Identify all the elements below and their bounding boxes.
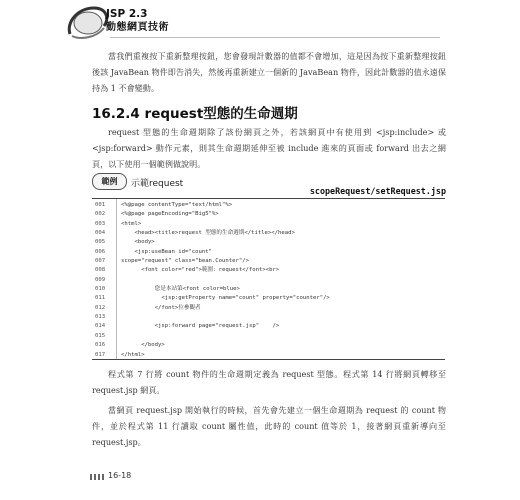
line-number: 001	[95, 202, 106, 208]
line-number: 004	[95, 230, 106, 237]
page-number: 16-18	[108, 471, 132, 480]
line-number: 005	[95, 239, 106, 246]
code-listing	[92, 198, 445, 360]
code-text: <jsp:forward page="request.jsp" />	[121, 323, 280, 330]
line-number: 002	[95, 211, 106, 218]
code-line	[92, 248, 445, 257]
line-number: 009	[95, 276, 106, 283]
line-number: 008	[95, 267, 106, 274]
code-line	[92, 276, 445, 285]
code-text: <%@page contentType="text/html"%>	[121, 202, 233, 208]
explanation-paragraph-1: 程式第 7 行將 count 物件的生命週期定義為 request 型態。程式第 14 行將網頁轉移至 request.jsp 網頁。	[92, 369, 446, 395]
code-line	[92, 332, 445, 341]
line-number: 003	[95, 220, 106, 227]
intro-paragraph: 當我們重複按下重新整理按鈕，您會發現計數器的值都不會增加，這是因為按下重新整理按鈕後該 JavaBean 物件即告消失，然後再重新建立一個新的 JavaBean 物件，因此計數器的值永遠保持為 1 不會變動。	[92, 51, 446, 93]
code-text: <head><title>request 型態的生命週期</title></head>	[121, 230, 295, 237]
line-number: 013	[95, 314, 106, 321]
section-number: 16.2.4	[92, 106, 140, 122]
line-number: 014	[95, 323, 106, 330]
code-text: 您是本站第<font color=blue>	[121, 286, 240, 293]
code-line	[92, 313, 445, 322]
code-text: <body>	[121, 239, 155, 246]
code-line	[92, 238, 445, 247]
explanation-paragraph-2: 當網頁 request.jsp 開始執行的時候，首先會先建立一個生命週期為 request 的 count 物件，並於程式第 11 行讀取 count 屬性值，此時的 count 值等於 1，接著網頁重新導向至 request.jsp。	[92, 405, 446, 447]
line-number: 006	[95, 248, 106, 255]
section-heading	[92, 102, 298, 122]
code-line	[92, 322, 445, 331]
code-line	[92, 266, 445, 275]
code-line	[92, 210, 445, 219]
line-number: 012	[95, 304, 106, 311]
code-text: </body>	[121, 342, 165, 349]
header-divider	[110, 37, 440, 38]
book-series-title: JSP 2.3	[106, 8, 148, 20]
code-text: scope="request" class="bean.Counter"/>	[121, 258, 249, 265]
line-number: 017	[95, 351, 106, 358]
example-badge: 範例	[92, 173, 127, 190]
running-header	[106, 8, 169, 34]
code-line	[92, 201, 445, 210]
code-line	[92, 351, 445, 360]
code-line	[92, 341, 445, 350]
section-paragraph: request 型態的生命週期除了該份網頁之外，若該網頁中有使用到 <jsp:include> 或 <jsp:forward> 動作元素，則其生命週期延伸至被 include 進來的頁面或 forward 出去之網頁，以下使用一個範例做說明。	[92, 127, 446, 169]
code-text: <%@page pageEncoding="Big5"%>	[121, 211, 219, 218]
line-number: 010	[95, 286, 106, 293]
line-number: 007	[95, 258, 106, 265]
code-text: </html>	[121, 351, 145, 358]
line-number: 011	[95, 295, 106, 302]
footer-marker-icon	[90, 474, 104, 480]
code-line	[92, 304, 445, 313]
book-subtitle: 動態網頁技術	[106, 22, 169, 33]
code-lines	[92, 201, 445, 360]
code-text: <jsp:useBean id="count"	[121, 248, 212, 255]
code-text: <jsp:getProperty name="count" property="counter"/>	[121, 295, 330, 302]
code-text: <html>	[121, 220, 142, 227]
code-text: </font>位參觀者	[121, 304, 201, 311]
section-title: request型態的生命週期	[144, 106, 298, 122]
code-line	[92, 294, 445, 303]
code-text: <font color="red">範圍：request</font><br>	[121, 267, 280, 274]
line-number: 015	[95, 332, 106, 339]
code-line	[92, 257, 445, 266]
example-filename: scopeRequest/setRequest.jsp	[309, 186, 446, 196]
book-logo-icon	[64, 4, 110, 40]
code-line	[92, 220, 445, 229]
code-line	[92, 229, 445, 238]
code-line	[92, 285, 445, 294]
line-number: 016	[95, 342, 106, 349]
example-label: 示範request	[131, 179, 184, 189]
